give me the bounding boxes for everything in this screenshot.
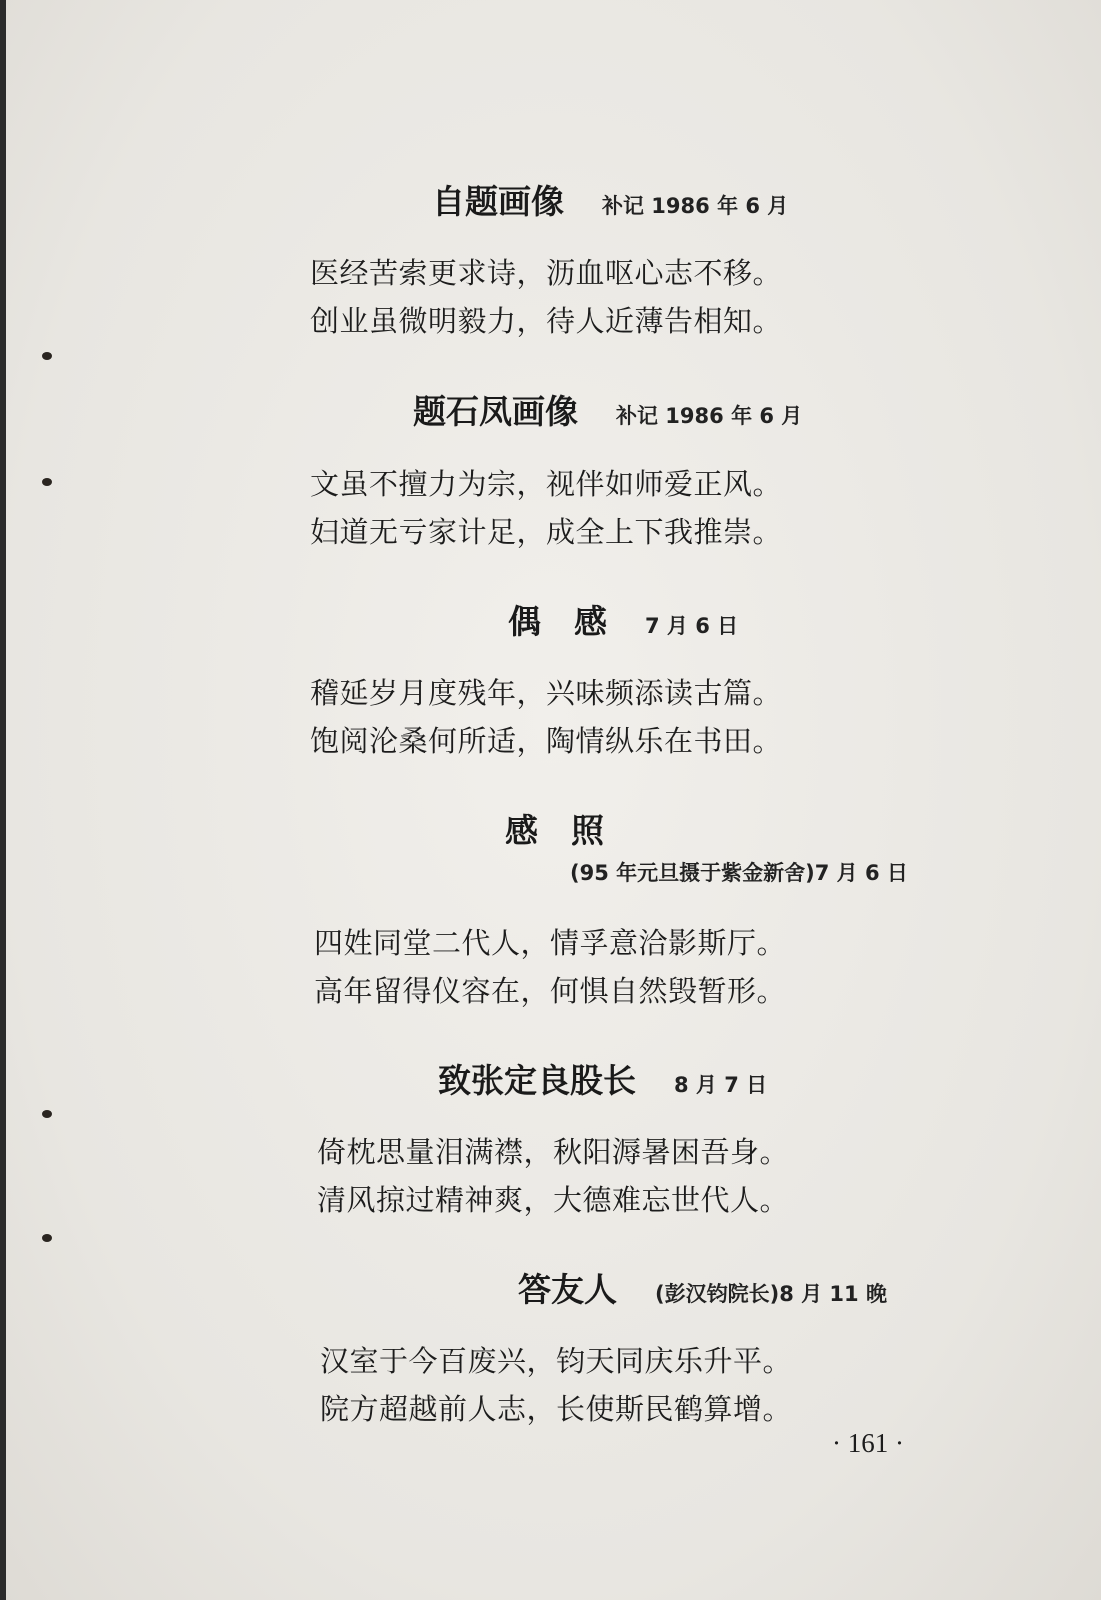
poem-heading (432, 176, 788, 226)
poem-heading (508, 596, 738, 646)
punch-hole (42, 478, 52, 486)
poem-title: 感 照 (505, 811, 604, 850)
poem-line: 院方超越前人志，长使斯民鹤算增。 (320, 1392, 793, 1426)
poem-date: 8 月 7 日 (674, 1073, 768, 1097)
poem-line: 稽延岁月度残年，兴味频添读古篇。 (310, 676, 783, 710)
poem-date: 补记 1986 年 6 月 (616, 404, 803, 428)
poem-line: 饱阅沦桑何所适，陶情纵乐在书田。 (310, 724, 783, 758)
poem-title: 答友人 (518, 1270, 617, 1309)
poem-heading (438, 1055, 767, 1105)
poem-title: 致张定良股长 (438, 1061, 636, 1100)
poem-line: 倚枕思量泪满襟，秋阳溽暑困吾身。 (317, 1135, 790, 1169)
poem-line: 高年留得仪容在，何惧自然毁暂形。 (314, 974, 787, 1008)
poem-title: 题石凤画像 (413, 392, 578, 431)
poem-line: 创业虽微明毅力，待人近薄告相知。 (310, 304, 783, 338)
poem-heading (518, 1264, 887, 1314)
poem-line: 四姓同堂二代人，情孚意洽影斯厅。 (314, 926, 787, 960)
poem-line: 医经苦索更求诗，沥血呕心志不移。 (310, 256, 783, 290)
poem-heading (505, 805, 604, 855)
poem-line: 妇道无亏家计足，成全上下我推崇。 (310, 515, 783, 549)
poem-line: 文虽不擅力为宗，视伴如师爱正风。 (310, 467, 783, 501)
poem-heading (413, 386, 802, 436)
poem-title: 偶 感 (508, 602, 607, 641)
poem-note: (95 年元旦摄于紫金新舍)7 月 6 日 (570, 861, 908, 885)
punch-hole (42, 352, 52, 360)
poem-line: 清风掠过精神爽，大德难忘世代人。 (317, 1183, 790, 1217)
poem-title: 自题画像 (432, 182, 564, 221)
punch-hole (42, 1234, 52, 1242)
punch-hole (42, 1110, 52, 1118)
page-number: · 161 · (832, 1428, 904, 1458)
poem-date: (彭汉钧院长)8 月 11 晚 (655, 1282, 887, 1306)
poem-line: 汉室于今百废兴，钧天同庆乐升平。 (320, 1344, 793, 1378)
binding-edge (0, 0, 6, 1600)
poem-date: 补记 1986 年 6 月 (602, 194, 789, 218)
poem-date: 7 月 6 日 (645, 614, 739, 638)
